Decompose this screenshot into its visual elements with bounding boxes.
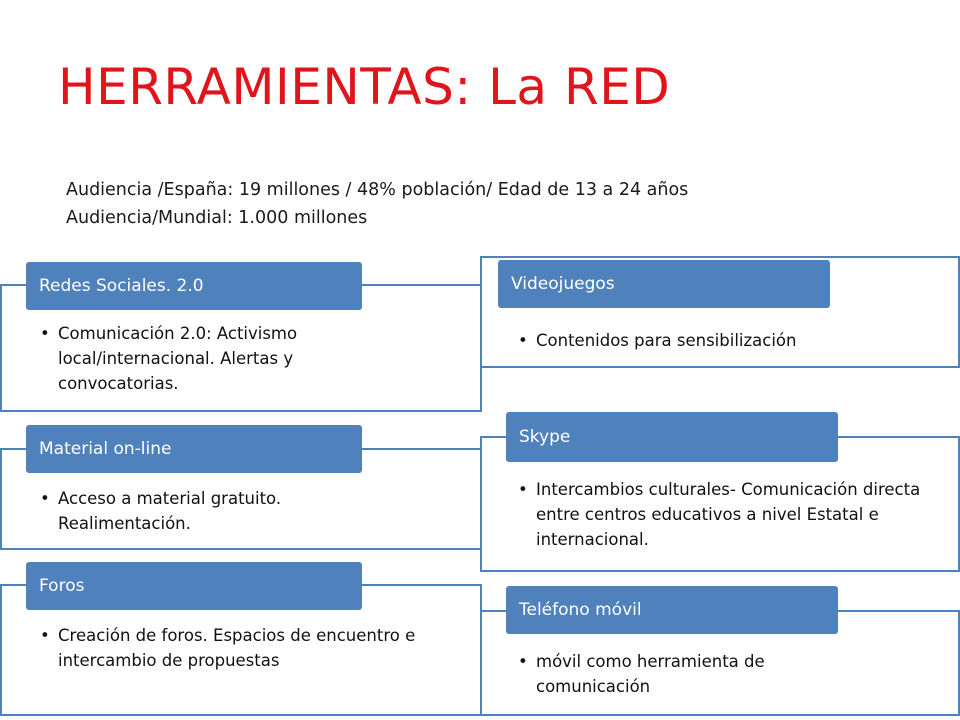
bullet-text: Contenidos para sensibilización <box>536 331 797 350</box>
bullet-icon: • <box>40 489 50 508</box>
header-redes-sociales: Redes Sociales. 2.0 <box>26 262 362 310</box>
bullet-text: Acceso a material gratuito. Realimentación. <box>58 489 282 533</box>
slide-title: HERRAMIENTAS: La RED <box>58 58 671 116</box>
header-skype: Skype <box>506 412 838 462</box>
bullet-telefono-movil <box>518 649 836 699</box>
bullet-skype <box>518 477 931 552</box>
bullet-text: Comunicación 2.0: Activismo local/internacional. Alertas y convocatorias. <box>58 324 298 393</box>
bullet-material-online <box>40 486 348 536</box>
header-videojuegos: Videojuegos <box>498 260 830 308</box>
bullet-icon: • <box>518 652 528 671</box>
bullet-videojuegos <box>518 328 916 353</box>
header-foros: Foros <box>26 562 362 610</box>
bullet-redes-sociales <box>40 321 358 396</box>
bullet-icon: • <box>40 324 50 343</box>
bullet-text: móvil como herramienta de comunicación <box>536 652 765 696</box>
bullet-icon: • <box>40 626 50 645</box>
bullet-foros <box>40 623 458 673</box>
audience-world: Audiencia/Mundial: 1.000 millones <box>66 208 368 228</box>
bullet-icon: • <box>518 480 528 499</box>
bullet-text: Creación de foros. Espacios de encuentro e intercambio de propuestas <box>58 626 416 670</box>
header-telefono-movil: Teléfono móvil <box>506 586 838 634</box>
audience-spain: Audiencia /España: 19 millones / 48% población/ Edad de 13 a 24 años <box>66 180 689 200</box>
header-material-online: Material on-line <box>26 425 362 473</box>
bullet-text: Intercambios culturales- Comunicación directa entre centros educativos a nivel Estatal e internacional. <box>536 480 921 549</box>
bullet-icon: • <box>518 331 528 350</box>
